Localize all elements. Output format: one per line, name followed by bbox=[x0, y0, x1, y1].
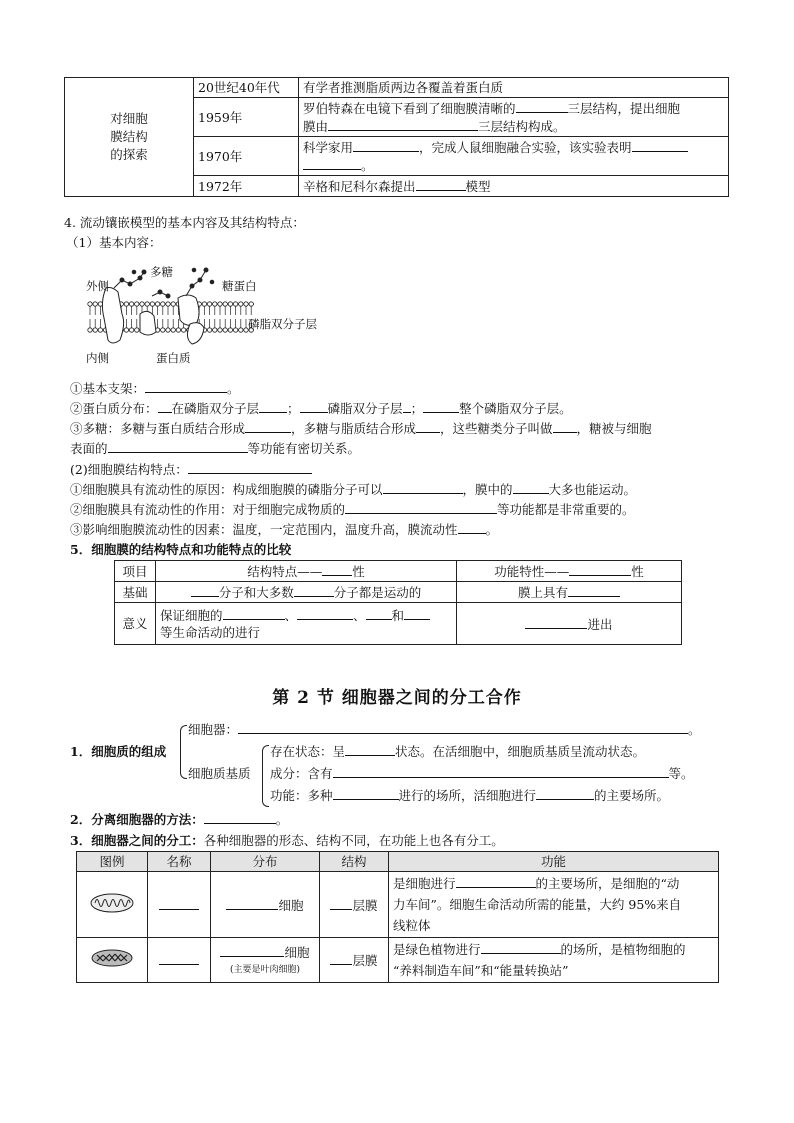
text: 层膜 bbox=[352, 953, 378, 968]
blank[interactable] bbox=[204, 810, 276, 824]
text: 进行的场所，活细胞进行 bbox=[398, 788, 537, 803]
blank[interactable] bbox=[416, 177, 466, 191]
event-cell bbox=[299, 78, 729, 98]
text: ，膜中的 bbox=[462, 482, 513, 497]
distribution-cell bbox=[211, 938, 320, 983]
phospholipid-head bbox=[228, 302, 232, 306]
blank[interactable] bbox=[303, 156, 361, 170]
blank[interactable] bbox=[456, 874, 536, 888]
matrix-label: 细胞质基质 bbox=[188, 766, 251, 781]
table-label-cell bbox=[65, 78, 194, 197]
label-bilayer: 磷脂双分子层 bbox=[248, 317, 317, 331]
phospholipid-head bbox=[239, 328, 243, 332]
header-cell bbox=[457, 561, 682, 582]
blank[interactable] bbox=[632, 138, 688, 152]
text: 细胞 bbox=[284, 944, 310, 960]
phospholipid-head bbox=[93, 302, 97, 306]
structure-cell bbox=[320, 938, 389, 983]
blank[interactable] bbox=[553, 419, 577, 433]
header-cell bbox=[156, 561, 457, 582]
membrane-exploration-table bbox=[64, 77, 729, 197]
event-text: 模型 bbox=[465, 179, 491, 194]
text: 等。 bbox=[668, 766, 694, 781]
blank[interactable] bbox=[513, 480, 549, 494]
text: 的主要场所，是细胞的“动 bbox=[535, 876, 680, 891]
mitochondrion-icon bbox=[89, 892, 135, 914]
blank[interactable] bbox=[416, 419, 440, 433]
sec4-line2 bbox=[70, 399, 572, 419]
text: 。 bbox=[275, 812, 289, 827]
event-text: 辛格和尼科尔森提出 bbox=[303, 179, 416, 194]
phospholipid-head bbox=[223, 302, 227, 306]
blank[interactable] bbox=[345, 742, 395, 756]
q2-line bbox=[70, 810, 288, 830]
text: ，多糖与脂质结合形成 bbox=[291, 421, 417, 436]
blank[interactable] bbox=[223, 606, 285, 620]
text: 功能特性—— bbox=[494, 564, 570, 579]
label-inner: 内侧 bbox=[86, 351, 109, 365]
chloroplast-image bbox=[77, 938, 148, 983]
phospholipid-head bbox=[129, 328, 133, 332]
blank[interactable] bbox=[159, 896, 199, 910]
year-cell: 1970年 bbox=[194, 137, 299, 176]
text: 3．细胞器之间的分工： bbox=[70, 833, 204, 848]
text: 、 bbox=[284, 608, 298, 623]
phospholipid-head bbox=[233, 302, 237, 306]
blank[interactable] bbox=[330, 951, 352, 965]
header-cell: 图例 bbox=[77, 852, 148, 872]
text: ③多糖：多糖与蛋白质结合形成 bbox=[70, 421, 246, 436]
text: 分子和大多数 bbox=[218, 585, 294, 600]
sec4-line3 bbox=[70, 419, 652, 439]
event-text: 有学者推测脂质两边各覆盖着蛋白质 bbox=[303, 80, 504, 95]
event-cell bbox=[299, 176, 729, 197]
phospholipid-head bbox=[228, 328, 232, 332]
blank[interactable] bbox=[226, 896, 278, 910]
blank[interactable] bbox=[328, 117, 478, 131]
blank[interactable] bbox=[259, 399, 287, 413]
event-text: 三层结构，提出细胞 bbox=[567, 101, 681, 116]
text: ； bbox=[287, 401, 300, 416]
text: 大多也能运动。 bbox=[548, 482, 637, 497]
text: 、 bbox=[353, 608, 366, 623]
label-outer: 外侧 bbox=[86, 279, 109, 293]
blank[interactable] bbox=[366, 606, 392, 620]
header-cell: 功能 bbox=[389, 852, 719, 872]
event-cell bbox=[299, 98, 729, 137]
text: ②蛋白质分布： bbox=[70, 401, 158, 416]
blank[interactable] bbox=[330, 896, 352, 910]
event-cell: 科学家用 ，完成人鼠细胞融合实验，该实验表明 。 bbox=[299, 137, 729, 176]
comparison-table bbox=[114, 560, 682, 645]
text: ①细胞膜具有流动性的原因：构成细胞膜的磷脂分子可以 bbox=[70, 482, 383, 497]
membrane-illustration bbox=[82, 258, 342, 370]
phospholipid-head bbox=[98, 328, 102, 332]
year-cell: 1959年 bbox=[194, 98, 299, 137]
text: 结构特点—— bbox=[247, 564, 323, 579]
text: ③影响细胞膜流动性的因素：温度，一定范围内，温度升高，膜流动性 bbox=[70, 522, 458, 537]
q3-line bbox=[70, 831, 504, 851]
outer-brace bbox=[180, 725, 187, 779]
phospholipid-head bbox=[161, 302, 165, 306]
text: 性 bbox=[352, 564, 365, 579]
phospholipid-head bbox=[207, 328, 211, 332]
name-cell bbox=[148, 938, 211, 983]
blank[interactable] bbox=[297, 606, 353, 620]
phospholipid-head bbox=[161, 328, 165, 332]
header-cell: 结构 bbox=[320, 852, 389, 872]
header-cell: 分布 bbox=[211, 852, 320, 872]
fluid-mosaic-diagram bbox=[82, 258, 342, 370]
text: 磷脂双分子层 bbox=[327, 401, 403, 416]
structure-basis bbox=[156, 582, 457, 603]
text: 和 bbox=[391, 608, 405, 623]
blank[interactable] bbox=[300, 399, 328, 413]
phospholipid-head bbox=[140, 302, 144, 306]
text: 在磷脂双分子层 bbox=[171, 401, 260, 416]
phospholipid-head bbox=[135, 302, 139, 306]
function-meaning bbox=[457, 603, 682, 645]
phospholipid-head bbox=[207, 302, 211, 306]
phospholipid-head bbox=[150, 302, 154, 306]
q1-label: 1．细胞质的组成 bbox=[70, 744, 167, 759]
row-label: 意义 bbox=[115, 603, 156, 645]
blank[interactable] bbox=[353, 138, 419, 152]
blank[interactable] bbox=[158, 399, 172, 413]
phospholipid-head bbox=[218, 302, 222, 306]
text: 膜上具有 bbox=[517, 585, 568, 600]
matrix-composition bbox=[270, 764, 694, 784]
text: ①基本支架： bbox=[70, 381, 146, 396]
blank[interactable] bbox=[516, 99, 568, 113]
text: 2．分离细胞器的方法： bbox=[70, 812, 204, 827]
text: 功能：多种 bbox=[270, 788, 333, 803]
text: 各种细胞器的形态、结构不同，在功能上也各有分工。 bbox=[203, 833, 504, 848]
phospholipid-head bbox=[124, 328, 128, 332]
text: 进出 bbox=[587, 616, 613, 632]
mitochondrion-image bbox=[77, 872, 148, 938]
blank[interactable] bbox=[345, 500, 497, 514]
phospholipid-head bbox=[249, 302, 253, 306]
label-polysaccharide: 多糖 bbox=[150, 265, 173, 279]
phospholipid-head bbox=[239, 302, 243, 306]
organelle-table bbox=[76, 851, 719, 983]
event-text: ，完成人鼠细胞融合实验，该实验表明 bbox=[419, 140, 632, 155]
sec4-sub2 bbox=[70, 460, 312, 480]
phospholipid-head bbox=[171, 302, 175, 306]
text: 性 bbox=[631, 564, 644, 579]
phospholipid-head bbox=[124, 302, 128, 306]
text: 层膜 bbox=[352, 897, 378, 913]
phospholipid-head bbox=[93, 328, 97, 332]
blank[interactable] bbox=[404, 606, 430, 620]
blank[interactable] bbox=[423, 399, 459, 413]
text: ，糖被与细胞 bbox=[576, 421, 652, 436]
blank[interactable] bbox=[383, 480, 463, 494]
phospholipid-head bbox=[129, 302, 133, 306]
distribution-cell bbox=[211, 872, 320, 938]
function-cell bbox=[389, 872, 719, 938]
blank[interactable] bbox=[294, 583, 334, 597]
phospholipid-head bbox=[213, 328, 217, 332]
event-text: 三层结构构成。 bbox=[478, 119, 566, 134]
blank[interactable] bbox=[145, 379, 227, 393]
text: ； bbox=[410, 401, 424, 416]
blank[interactable] bbox=[458, 520, 486, 534]
phospholipid-head bbox=[88, 328, 92, 332]
section-title: 第 2 节 细胞器之间的分工合作 bbox=[272, 688, 522, 708]
text: 的场所，是植物细胞的 bbox=[560, 942, 686, 957]
blank[interactable] bbox=[481, 940, 561, 954]
text: 力车间”。细胞生命活动所需的能量，大约 95%来自 bbox=[393, 897, 682, 912]
label-protein: 蛋白质 bbox=[156, 351, 191, 365]
note-text: (主要是叶肉细胞) bbox=[229, 964, 301, 975]
label-line: 膜结构 bbox=[110, 129, 148, 144]
text: 等生命活动的进行 bbox=[160, 625, 261, 640]
inner-brace bbox=[262, 745, 269, 807]
event-text: 罗伯特森在电镜下看到了细胞膜清晰的 bbox=[303, 101, 516, 116]
text: 保证细胞的 bbox=[160, 608, 223, 623]
blank[interactable] bbox=[238, 720, 688, 734]
phospholipid-head bbox=[145, 302, 149, 306]
text: 。 bbox=[227, 381, 240, 396]
event-text: 科学家用 bbox=[303, 140, 354, 155]
text: 成分：含有 bbox=[270, 766, 333, 781]
phospholipid-head bbox=[88, 302, 92, 306]
phospholipid-head bbox=[233, 328, 237, 332]
phospholipid-head bbox=[202, 302, 206, 306]
row-label: 基础 bbox=[115, 582, 156, 603]
text: 。 bbox=[688, 722, 701, 737]
organelle-line bbox=[188, 720, 701, 740]
header-cell: 名称 bbox=[148, 852, 211, 872]
text: 。 bbox=[485, 522, 499, 537]
structure-meaning bbox=[156, 603, 457, 645]
text: 是细胞进行 bbox=[393, 876, 456, 891]
sec4-line7 bbox=[70, 520, 498, 540]
blank[interactable] bbox=[191, 583, 219, 597]
label-line: 的探索 bbox=[110, 147, 148, 162]
text: 细胞 bbox=[278, 897, 304, 913]
phospholipid-head bbox=[166, 328, 170, 332]
phospholipid-head bbox=[244, 302, 248, 306]
sec4-line4 bbox=[70, 439, 360, 459]
blank[interactable] bbox=[333, 786, 399, 800]
year-cell: 1972年 bbox=[194, 176, 299, 197]
phospholipid-head bbox=[181, 328, 185, 332]
text: 线粒体 bbox=[393, 918, 431, 933]
text: 表面的 bbox=[70, 441, 108, 456]
sec4-line5 bbox=[70, 480, 636, 500]
blank[interactable] bbox=[188, 460, 312, 474]
text: 等功能都是非常重要的。 bbox=[497, 502, 635, 517]
sec4-sub1: （1）基本内容： bbox=[66, 235, 162, 250]
phospholipid-head bbox=[166, 302, 170, 306]
blank[interactable] bbox=[245, 419, 291, 433]
blank[interactable] bbox=[108, 439, 248, 453]
blank[interactable] bbox=[403, 399, 411, 413]
text: 是绿色植物进行 bbox=[393, 942, 481, 957]
text: 整个磷脂双分子层。 bbox=[459, 401, 572, 416]
text: “养料制造车间”和“能量转换站” bbox=[393, 963, 569, 978]
text: 等功能有密切关系。 bbox=[247, 441, 361, 456]
blank[interactable] bbox=[569, 562, 631, 576]
phospholipid-head bbox=[213, 302, 217, 306]
matrix-function bbox=[270, 786, 669, 806]
text: 存在状态：呈 bbox=[270, 744, 346, 759]
matrix-state bbox=[270, 742, 645, 762]
year-cell: 20世纪40年代 bbox=[194, 78, 299, 98]
sec4-heading: 4. 流动镶嵌模型的基本内容及其结构特点： bbox=[64, 215, 305, 230]
phospholipid-head bbox=[176, 328, 180, 332]
function-cell bbox=[389, 938, 719, 983]
header-cell: 项目 bbox=[115, 561, 156, 582]
blank[interactable] bbox=[525, 615, 587, 629]
phospholipid-head bbox=[223, 328, 227, 332]
name-cell bbox=[148, 872, 211, 938]
sec4-line6 bbox=[70, 500, 635, 520]
phospholipid-head bbox=[171, 328, 175, 332]
blank[interactable] bbox=[333, 764, 669, 778]
label-line: 对细胞 bbox=[110, 111, 148, 126]
blank[interactable] bbox=[220, 943, 284, 957]
structure-cell bbox=[320, 872, 389, 938]
sec4-line1 bbox=[70, 379, 240, 399]
text: 状态。在活细胞中，细胞质基质呈流动状态。 bbox=[395, 744, 646, 759]
text: 细胞器： bbox=[188, 722, 239, 737]
function-basis bbox=[457, 582, 682, 603]
phospholipid-head bbox=[135, 328, 139, 332]
text: ②细胞膜具有流动性的作用：对于细胞完成物质的 bbox=[70, 502, 346, 517]
blank[interactable] bbox=[322, 562, 352, 576]
blank[interactable] bbox=[536, 786, 594, 800]
text: 的主要场所。 bbox=[594, 788, 670, 803]
phospholipid-head bbox=[155, 302, 159, 306]
label-glycoprotein: 糖蛋白 bbox=[222, 279, 257, 293]
sec5-heading: 5．细胞膜的结构特点和功能特点的比较 bbox=[70, 542, 292, 557]
text: (2)细胞膜结构特点： bbox=[70, 462, 188, 477]
chloroplast-icon bbox=[89, 947, 135, 969]
blank[interactable] bbox=[568, 583, 620, 597]
text: 分子都是运动的 bbox=[333, 585, 422, 600]
text: ，这些糖类分子叫做 bbox=[440, 421, 553, 436]
event-text: 膜由 bbox=[303, 119, 329, 134]
phospholipid-head bbox=[218, 328, 222, 332]
blank[interactable] bbox=[159, 951, 199, 965]
